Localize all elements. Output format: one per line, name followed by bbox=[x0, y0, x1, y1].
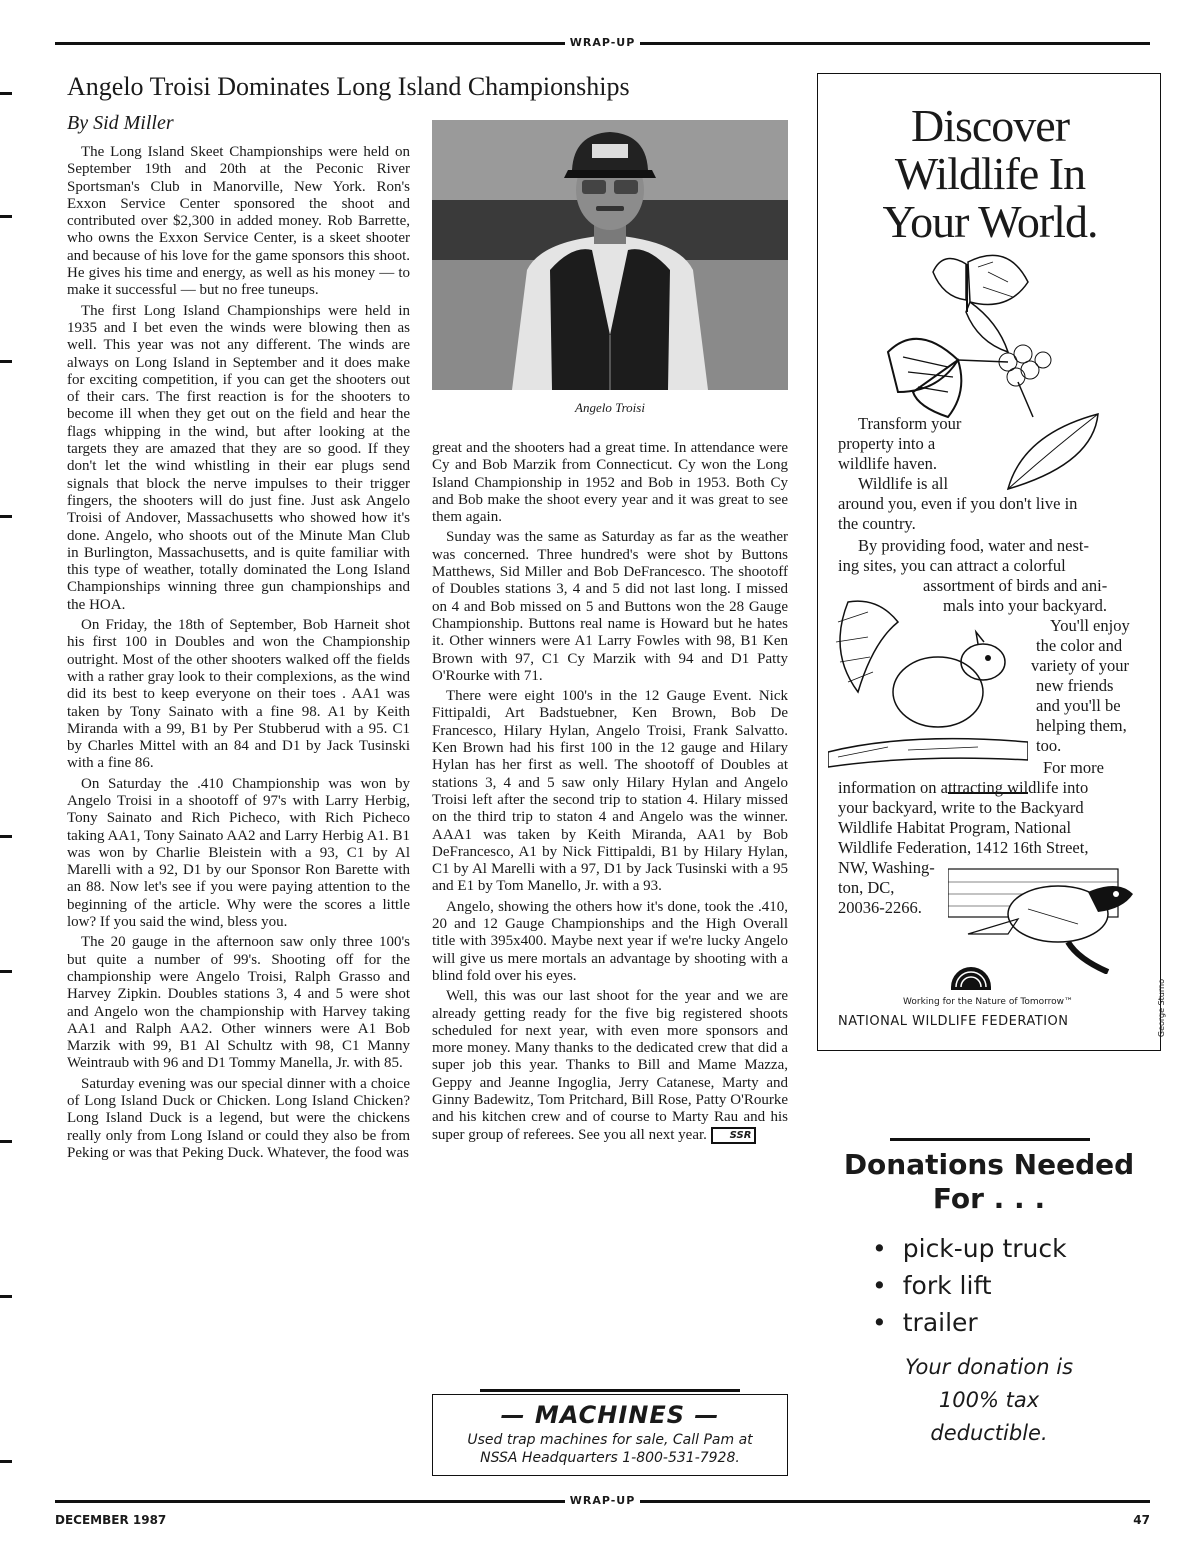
photo-figure bbox=[432, 120, 788, 390]
article-column-1 bbox=[67, 144, 410, 1165]
article-paragraph bbox=[432, 988, 788, 1144]
wildlife-ad-text: helping them, bbox=[1036, 716, 1127, 735]
wildlife-ad-text: ing sites, you can attract a colorful bbox=[838, 556, 1066, 575]
margin-tick bbox=[0, 1140, 12, 1143]
wildlife-ad-text: 20036-2266. bbox=[838, 898, 922, 917]
article-paragraph: The first Long Island Championships were held in 1935 and I bet even the winds were blowing then as well. This year was not any different. The winds are always on Long Island in September and it does make for exciting competition, if you can get the shooters out of their cars. The first reaction is for the shooters to become ill when they get out on the field and hear the flags whipping in the wind, but after looking at the targets they are amazed that they are so good. If they don't let the wind whistling in their ear plugs send signals that block the nerve impulses to their trigger fingers, the shooters will do just fine. Just ask Angelo Troisi of Andover, Massachusetts who showed how it's done. Angelo, who shoots out of the Minute Man Club in Burlington, Massachusetts, and is quite familiar with this type of weather, totally dominated the Long Island Championships winning three gun championships and the HOA. bbox=[67, 302, 410, 613]
illustrator-credit: George Sturno bbox=[1157, 979, 1166, 1038]
article-paragraph: On Saturday the .410 Championship was won by Angelo Troisi in a shootoff of 97's with Larry Herbig, Tony Sainato and Rich Picheco, with Rich Picheco taking AA1, Tony Sainato AA2 and Larry Herbig A1. B1 was won by Charlie Bleistein with a 93, C1 by Al Marelli with a 92, D1 by our Sponsor Ron Barette with an 88. Now let's see if you were paying attention to the beginning of the article. Why were the scores a little low? If you said the wind, bless you. bbox=[67, 775, 410, 931]
footer-issue: DECEMBER 1987 bbox=[55, 1513, 167, 1527]
wildlife-ad-text: wildlife haven. bbox=[838, 454, 937, 473]
wildlife-ad-text: NW, Washing- bbox=[838, 858, 935, 877]
article-column-2 bbox=[432, 440, 788, 1147]
wildlife-ad-text: around you, even if you don't live in bbox=[838, 494, 1078, 513]
margin-tick bbox=[0, 215, 12, 218]
article-paragraph: Saturday evening was our special dinner with a choice of Long Island Duck or Chicken. Long Island Chicken? Long Island Duck is a legend, but were the chickens really only from Long Island or could they also be from Peking or was that Peking Duck. Whatever, the food was bbox=[67, 1075, 410, 1161]
article-paragraph-text: Well, this was our last shoot for the year and we are already getting ready for the five big registered shoots scheduled for next year, with even more sponsors and more money. Many thanks to the dedicated crew that did a super job this year. Thanks to Bill and Mame Mazza, Geppy and Jeanne Ingoglia, Jerry Catanese, Marty and Ginny Badewitz, Tom Pritchard, Bill Rose, Patty O'Rourke and his kitchen crew and of course to Marty Rau and his super group of referees. See you all next year. bbox=[432, 988, 788, 1143]
donations-title-line: Donations Needed bbox=[843, 1148, 1135, 1181]
machines-ad-line: Used trap machines for sale, Call Pam at bbox=[467, 1432, 753, 1448]
chickadee-illustration bbox=[948, 864, 1148, 974]
wildlife-ad-text: mals into your backyard. bbox=[943, 596, 1108, 615]
wildlife-ad-title bbox=[818, 102, 1162, 246]
article-paragraph: The 20 gauge in the afternoon saw only three 100's but quite a number of 99's. Shooting off for the championship were Angelo Troisi, Ralph Grasso and Harvey Zipkin. Doubles stations 3, 4 and 5 were shot and Angelo won the championship with Harvey taking AA1 and Ralph AA2. Other winners were A1 Bob Marzik with 99, B1 Al Schultz with 98, C1 Manny Weintraub with 96 and D1 Tommy Manella, Jr. with 85. bbox=[67, 934, 410, 1072]
margin-tick bbox=[0, 1295, 12, 1298]
donations-bar bbox=[890, 1138, 1090, 1141]
donations-title bbox=[817, 1148, 1161, 1216]
wildlife-ad-text: too. bbox=[1036, 736, 1062, 755]
article-headline: Angelo Troisi Dominates Long Island Championships bbox=[67, 72, 630, 101]
donations-list bbox=[872, 1230, 1161, 1341]
wildlife-ad-text: ton, DC, bbox=[838, 878, 895, 897]
leaf-illustration bbox=[1003, 404, 1113, 494]
margin-tick bbox=[0, 92, 12, 95]
machines-ad-bar bbox=[480, 1389, 740, 1392]
article-photo bbox=[432, 120, 788, 390]
wildlife-ad-text: For more bbox=[1043, 758, 1104, 777]
margin-tick bbox=[0, 515, 12, 518]
footer-page-number: 47 bbox=[1133, 1513, 1150, 1527]
header-section-label: WRAP-UP bbox=[565, 36, 641, 49]
donations-item: • pick-up truck bbox=[872, 1230, 1161, 1267]
donations-item: • fork lift bbox=[872, 1267, 1161, 1304]
margin-tick bbox=[0, 1460, 12, 1463]
ssr-end-mark: SSR bbox=[711, 1127, 757, 1144]
wildlife-ad-text: property into a bbox=[838, 434, 936, 453]
donations-title-line: For . . . bbox=[932, 1182, 1046, 1215]
wildlife-ad-text: variety of your bbox=[1031, 656, 1130, 675]
wildlife-ad-text: the color and bbox=[1036, 636, 1123, 655]
wildlife-ad-text: and you'll be bbox=[1036, 696, 1121, 715]
article-paragraph: Angelo, showing the others how it's done, took the .410, 20 and 12 Gauge Championships and the High Overall title with 395x400. Maybe next year if we're lucky Angelo will give us mere mortals an advantage by shooting with a blind fold over his eyes. bbox=[432, 898, 788, 984]
article-paragraph: Sunday was the same as Saturday as far as the weather was concerned. Three hundred's were shot by Buttons Matthews, Sid Miller and Bob DeFrancesco. The shootoff of Doubles stations 3, 4 and 5 did not last long. I missed on 4 and Bob missed on 5 and Buttons won the 28 Gauge Championship. Buttons real name is Howard but he hates it. Other winners were A1 Larry Fowles with 98, B1 Ken Brown with 97, C1 Cy Marzik with 94 and D1 Patty O'Rourke with 71. bbox=[432, 529, 788, 684]
wildlife-ad-text: the country. bbox=[838, 514, 916, 533]
article-paragraph: On Friday, the 18th of September, Bob Harneit shot his first 100 in Doubles and won the Championship outright. Most of the other shooters walked off the fields with a rather gray look to their complexions, as the wind did its best to keep everyone on their toes . AA1 was taken by Tony Sainato with a fine 98. A1 by Keith Miranda with a 99, B1 by Per Stubberud with a 95. C1 by Charles Mittel with an 84 and D1 by Jack Tusinski with a fine 86. bbox=[67, 617, 410, 772]
wildlife-ad-text: By providing food, water and nest- bbox=[858, 536, 1089, 555]
margin-tick bbox=[0, 835, 12, 838]
wildlife-ad-tagline: Working for the Nature of Tomorrow™ bbox=[903, 997, 1074, 1007]
donations-tax-note bbox=[817, 1351, 1161, 1450]
donations-item: • trailer bbox=[872, 1304, 1161, 1341]
wildlife-ad-text: Wildlife Federation, 1412 16th Street, bbox=[838, 838, 1089, 857]
wildlife-ad bbox=[817, 73, 1166, 1051]
donations-tax-line: Your donation is bbox=[904, 1355, 1074, 1379]
article-paragraph: There were eight 100's in the 12 Gauge Event. Nick Fittipaldi, Art Badstuebner, Ken Brown, Bob De Francesco, Hilary Hylan, Angelo Troisi, Frank Salvatto. Ken Brown had his first 100 in the 12 gauge and Hilary Hylan has her first as well. The shootoff of Doubles at stations 3, 4 and 5 saw only Hilary Hylan and Angelo Troisi left after the second trip to station 4. Hilary missed on the third trip to staton 4 and Angelo was the winner. AAA1 was taken by Keith Miranda, AA1 by Bob DeFrancesco, A1 by Nick Fittipaldi, B1 by Hilary Hylan, C1 by Al Marelli with a 97, D1 by Jack Tusinski with a 95 and E1 by Tom Manello, Jr. with a 93. bbox=[432, 688, 788, 895]
donations-tax-line: 100% tax bbox=[938, 1388, 1040, 1412]
margin-tick bbox=[0, 970, 12, 973]
donations-tax-line: deductible. bbox=[930, 1421, 1048, 1445]
wildlife-ad-text: assortment of birds and ani- bbox=[923, 576, 1108, 595]
machines-ad-title: — MACHINES — bbox=[500, 1401, 720, 1429]
wildlife-ad-title-line: Discover bbox=[910, 100, 1070, 151]
squirrel-illustration bbox=[828, 582, 1028, 772]
butterfly-illustration bbox=[858, 242, 1098, 422]
footer-section-label: WRAP-UP bbox=[565, 1494, 641, 1507]
wildlife-ad-text: your backyard, write to the Backyard bbox=[838, 798, 1084, 817]
wildlife-ad-text: Wildlife is all bbox=[858, 474, 949, 493]
nwf-logo-icon bbox=[948, 959, 994, 993]
wildlife-ad-title-line: Your World. bbox=[882, 196, 1098, 247]
wildlife-ad-text: Transform your bbox=[858, 414, 962, 433]
wildlife-ad-text: new friends bbox=[1036, 676, 1114, 695]
footer-rule bbox=[55, 1494, 1150, 1508]
wildlife-ad-text: You'll enjoy bbox=[1050, 616, 1130, 635]
margin-tick bbox=[0, 360, 12, 363]
donations-ad bbox=[817, 1148, 1161, 1450]
article-paragraph: great and the shooters had a great time. In attendance were Cy and Bob Marzik from Connecticut. Cy won the Long Island Championship in 1952 and Bob in 1953. Both Cy and Bob make the shoot every year and it was great to see them again. bbox=[432, 440, 788, 526]
machines-ad bbox=[432, 1394, 788, 1476]
wildlife-ad-text: information on attracting wildlife into bbox=[838, 778, 1089, 797]
header-rule bbox=[55, 36, 1150, 50]
wildlife-ad-organization: NATIONAL WILDLIFE FEDERATION bbox=[838, 1014, 1069, 1029]
photo-caption: Angelo Troisi bbox=[575, 400, 645, 415]
machines-ad-body bbox=[433, 1431, 787, 1467]
machines-ad-line: NSSA Headquarters 1-800-531-7928. bbox=[480, 1450, 740, 1466]
article-paragraph: The Long Island Skeet Championships were held on September 19th and 20th at the Peconic River Sportsman's Club in Manorville, New York. Ron's Exxon Service Center sponsored the shoot and contributed over $2,300 in added money. Rob Barrette, who owns the Exxon Service Center, is a skeet shooter and because of his love for the game sponsors this shoot. He gives his time and energy, as well as his money — to make it successful — but no free tuneups. bbox=[67, 144, 410, 299]
wildlife-ad-text: Wildlife Habitat Program, National bbox=[838, 818, 1072, 837]
article-byline: By Sid Miller bbox=[67, 112, 174, 134]
wildlife-ad-title-line: Wildlife In bbox=[894, 148, 1086, 199]
